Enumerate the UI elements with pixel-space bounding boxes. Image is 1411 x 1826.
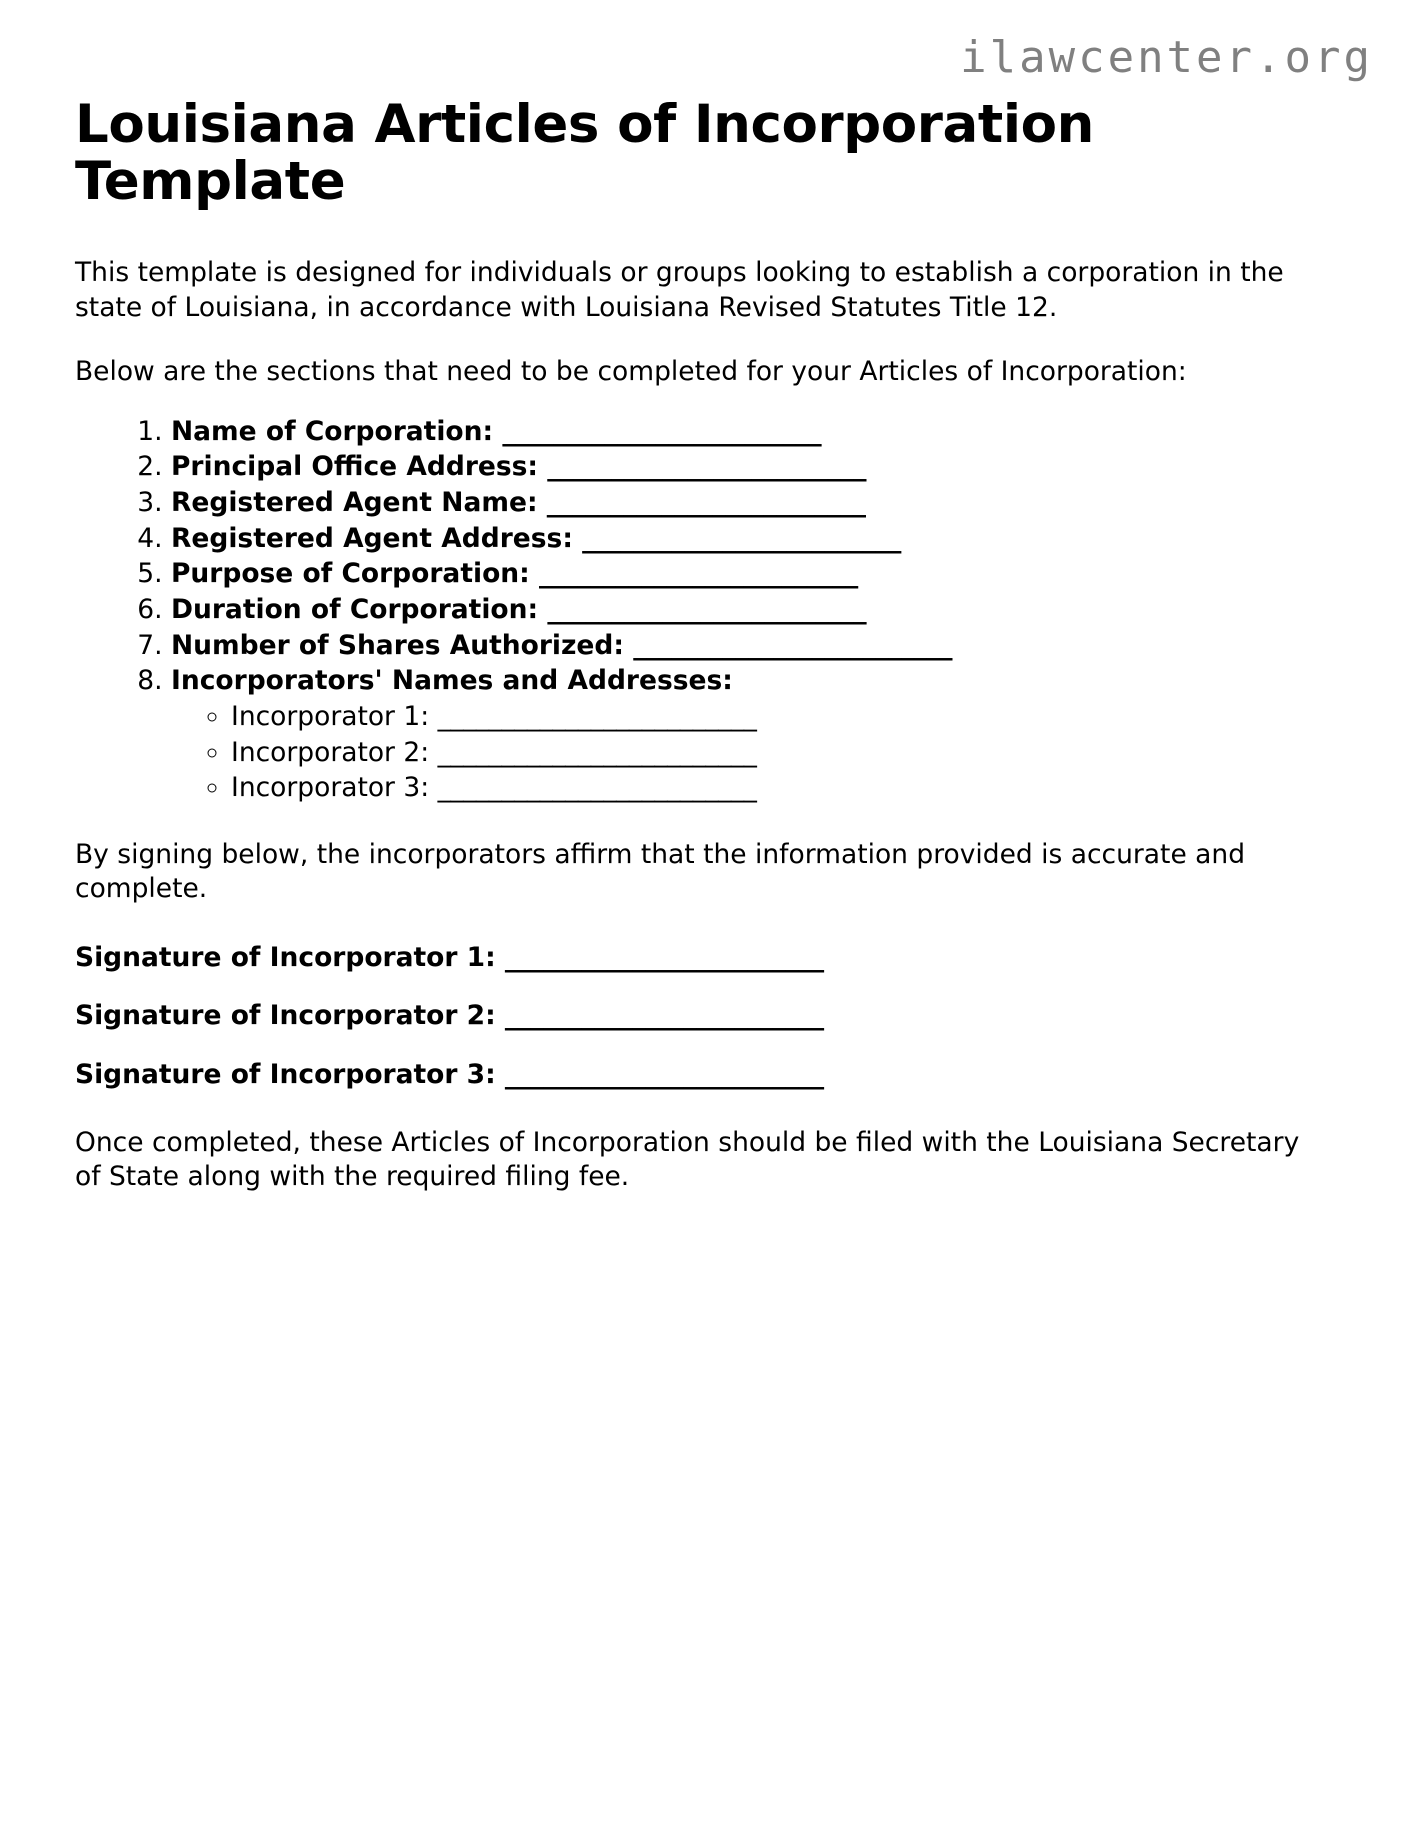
section-label-text: Number of Shares Authorized: [171, 629, 624, 661]
section-blank[interactable]: _________________________ [546, 487, 866, 519]
signature-blank[interactable]: _________________________ [504, 1058, 824, 1090]
spacer [75, 1034, 1320, 1058]
section-label-text: Duration of Corporation: [171, 593, 539, 625]
spacer [75, 975, 1320, 999]
incorporator-row-3 [231, 772, 756, 803]
spacer [75, 210, 1320, 256]
signature-row-2 [75, 999, 1320, 1033]
incorporator-row-1 [231, 701, 756, 732]
section-label-3 [171, 487, 866, 518]
site-watermark: ilawcenter.org [960, 32, 1373, 83]
incorporator-label: Incorporator 2: [231, 736, 430, 768]
section-blank[interactable]: _________________________ [582, 522, 901, 554]
list-item [171, 485, 1320, 521]
closing-paragraph: Once completed, these Articles of Incorporation should be filed with the Louisiana Secretary of State along with the required filing fee. [75, 1127, 1300, 1193]
signature-label: Signature of Incorporator 2: [75, 1000, 496, 1032]
section-label-text: Incorporators' Names and Addresses: [171, 665, 733, 697]
section-label-6 [171, 594, 866, 625]
list-item [231, 699, 1320, 735]
signature-blank[interactable]: _________________________ [504, 1000, 824, 1032]
incorporator-blank[interactable]: _________________________ [437, 736, 757, 768]
section-label-2 [171, 451, 866, 482]
document-content [75, 96, 1320, 1195]
list-item [231, 770, 1320, 806]
signature-row-1 [75, 941, 1320, 975]
spacer [75, 907, 1320, 941]
section-label-7 [171, 630, 952, 661]
section-blank[interactable]: _________________________ [633, 629, 952, 661]
section-label-1 [171, 416, 821, 447]
spacer [75, 325, 1320, 355]
signature-label: Signature of Incorporator 1: [75, 941, 496, 973]
incorporator-blank[interactable]: _________________________ [437, 772, 757, 804]
signature-blank[interactable]: _________________________ [504, 941, 824, 973]
incorporator-label: Incorporator 3: [231, 772, 430, 804]
section-blank[interactable]: _________________________ [547, 593, 867, 625]
section-label-text: Principal Office Address: [171, 451, 539, 483]
incorporator-row-2 [231, 737, 756, 768]
list-item [171, 449, 1320, 485]
section-label-text: Purpose of Corporation: [171, 558, 530, 590]
signature-label: Signature of Incorporator 3: [75, 1058, 496, 1090]
list-item [171, 592, 1320, 628]
section-label-text: Name of Corporation: [171, 415, 494, 447]
section-label-4 [171, 523, 901, 554]
section-blank[interactable]: _________________________ [538, 558, 858, 590]
incorporator-blank[interactable]: _________________________ [437, 700, 757, 732]
incorporators-sub-list [171, 699, 1320, 806]
section-label-5 [171, 558, 858, 589]
intro-paragraph: This template is designed for individuals or groups looking to establish a corporation in the state of Louisiana, in accordance with Louisiana Revised Statutes Title 12. [75, 257, 1284, 323]
section-label-text: Registered Agent Address: [171, 522, 573, 554]
page-title: Louisiana Articles of Incorporation Template [75, 94, 1094, 213]
list-item [171, 556, 1320, 592]
signature-row-3 [75, 1058, 1320, 1092]
list-item [171, 628, 1320, 664]
spacer [75, 390, 1320, 414]
section-label-8 [171, 665, 733, 696]
spacer [75, 806, 1320, 838]
section-blank[interactable]: _________________________ [547, 451, 866, 483]
section-blank[interactable]: _________________________ [502, 415, 822, 447]
list-item [171, 663, 1320, 806]
sections-lead-paragraph: Below are the sections that need to be completed for your Articles of Incorporation: [75, 356, 1187, 388]
spacer [75, 1092, 1320, 1126]
sections-list [75, 414, 1320, 806]
section-label-text: Registered Agent Name: [171, 487, 538, 519]
list-item [171, 414, 1320, 450]
affirmation-paragraph: By signing below, the incorporators affirm that the information provided is accurate and complete. [75, 838, 1246, 905]
list-item [231, 735, 1320, 771]
incorporator-label: Incorporator 1: [231, 700, 430, 732]
list-item [171, 521, 1320, 557]
